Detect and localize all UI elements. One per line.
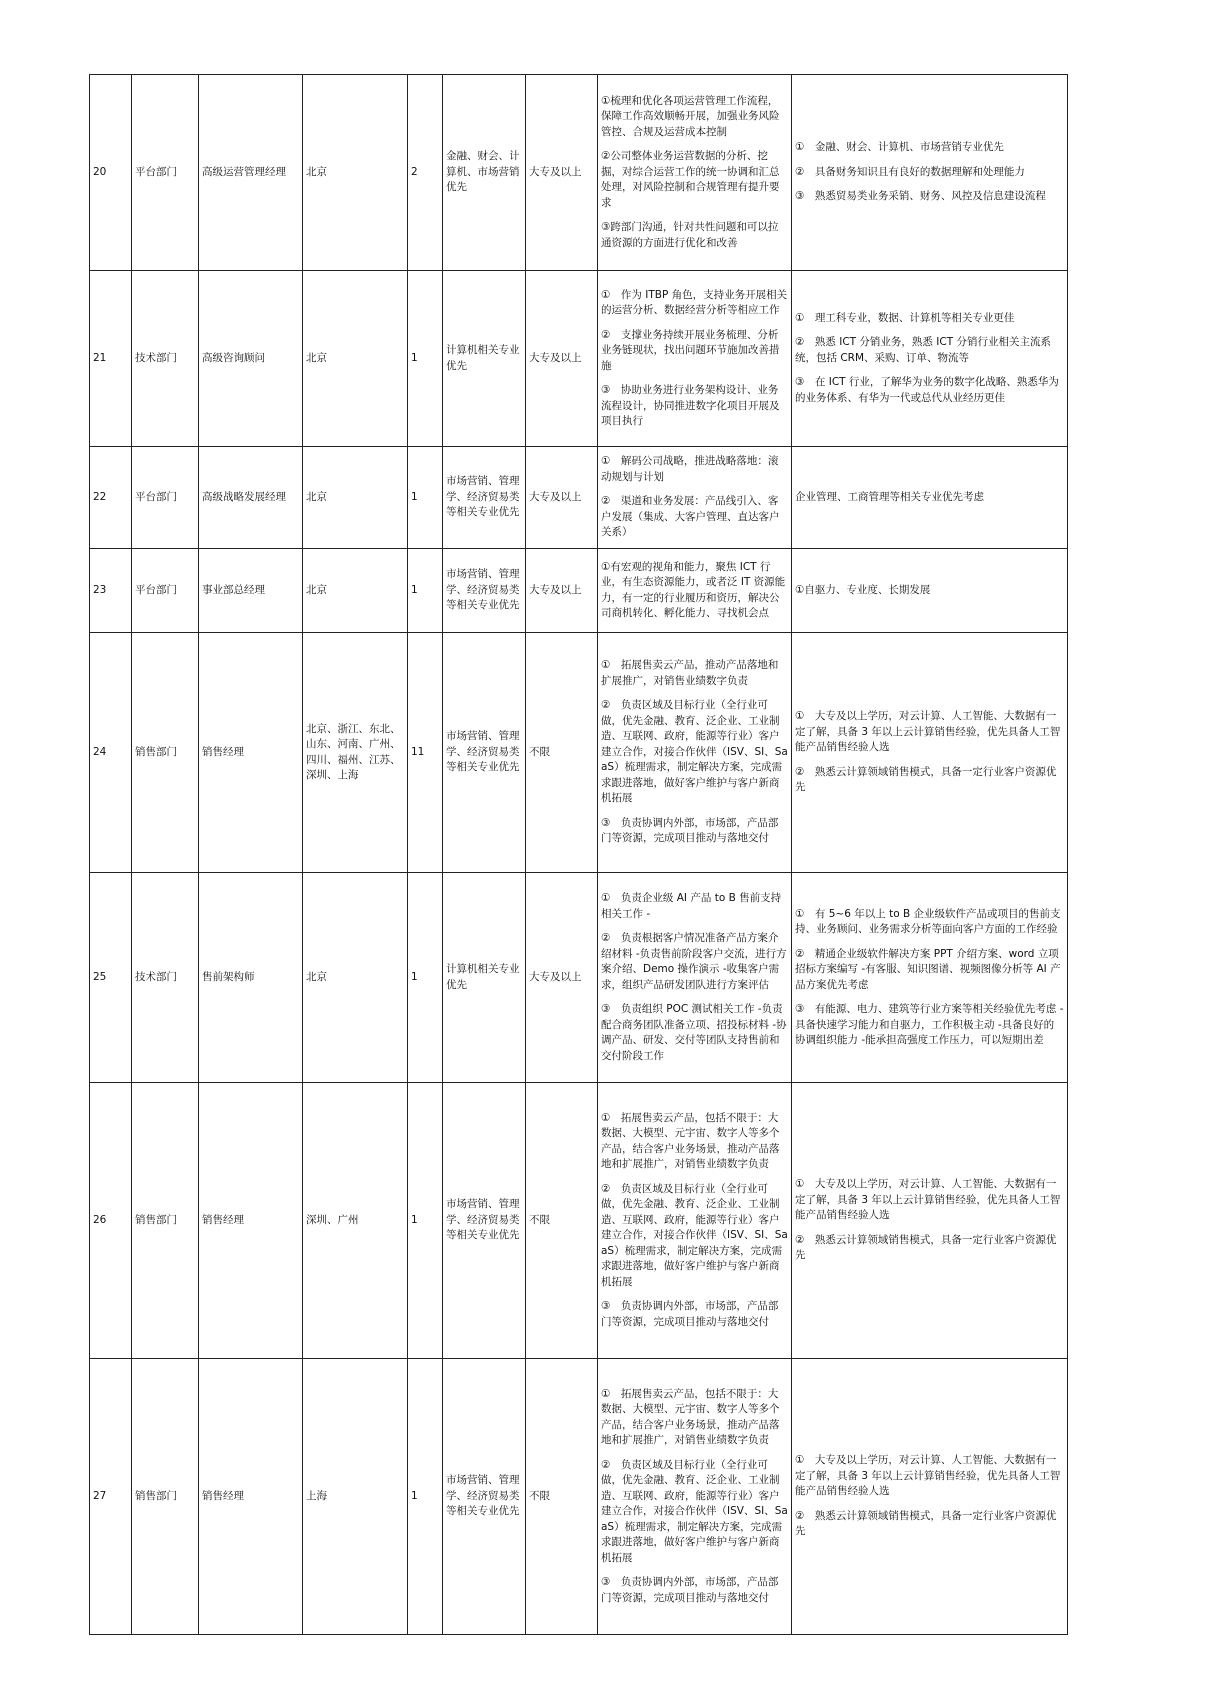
duty-item: ① 拓展售卖云产品，推动产品落地和扩展推广，对销售业绩数字负责 bbox=[601, 659, 779, 687]
location-cell: 北京 bbox=[303, 75, 408, 271]
major-cell: 市场营销、管理学、经济贸易类等相关专业优先 bbox=[443, 447, 526, 549]
education-cell: 不限 bbox=[526, 1359, 598, 1635]
requirements-cell bbox=[792, 873, 1068, 1083]
table-row bbox=[90, 633, 1068, 873]
position-title-cell: 高级运营管理经理 bbox=[199, 75, 303, 271]
department-cell: 销售部门 bbox=[132, 1359, 199, 1635]
requirement-item: ② 熟悉云计算领域销售模式，具备一定行业客户资源优先 bbox=[795, 1509, 1057, 1538]
major-cell: 计算机相关专业优先 bbox=[443, 271, 526, 447]
job-table bbox=[89, 74, 1068, 1635]
duty-item: ② 负责区域及目标行业（全行业可做，优先金融、教育、泛企业、工业制造、互联网、政府，能源等行业）客户建立合作，对接合作伙伴（ISV、SI、SaaS）梳理需求，制定解决方案，完成需求跟进落地，做好客户维护与客户新商机拓展 bbox=[601, 699, 788, 805]
duty-item: ③ 负责协调内外部，市场部，产品部门等资源，完成项目推动与落地交付 bbox=[601, 1576, 779, 1604]
location-cell: 北京 bbox=[303, 549, 408, 633]
duty-item: ① 负责企业级 AI 产品 to B 售前支持相关工作 - bbox=[601, 892, 782, 920]
requirement-item: ① 理工科专业，数据、计算机等相关专业更佳 bbox=[795, 311, 1015, 324]
department-cell: 销售部门 bbox=[132, 633, 199, 873]
duties-cell bbox=[598, 271, 792, 447]
requirements-cell bbox=[792, 1359, 1068, 1635]
location-cell: 北京 bbox=[303, 873, 408, 1083]
requirement-item: ② 熟悉 ICT 分销业务，熟悉 ICT 分销行业相关主流系统，包括 CRM、采购、订单、物流等 bbox=[795, 336, 1051, 364]
requirement-item: ③ 在 ICT 行业，了解华为业务的数字化战略、熟悉华为的业务体系、有华为一代或总代从业经历更佳 bbox=[795, 376, 1059, 404]
requirements-cell bbox=[792, 447, 1068, 549]
education-cell: 大专及以上 bbox=[526, 873, 598, 1083]
duties-cell bbox=[598, 447, 792, 549]
department-cell: 平台部门 bbox=[132, 549, 199, 633]
row-number-cell: 23 bbox=[90, 549, 132, 633]
major-cell: 市场营销、管理学、经济贸易类等相关专业优先 bbox=[443, 1359, 526, 1635]
requirement-item: ① 大专及以上学历，对云计算、人工智能、大数据有一定了解，具备 3 年以上云计算销售经验，优先具备人工智能产品销售经验人选 bbox=[795, 1178, 1061, 1222]
major-cell: 市场营销、管理学、经济贸易类等相关专业优先 bbox=[443, 549, 526, 633]
table-row bbox=[90, 447, 1068, 549]
location-cell: 北京 bbox=[303, 271, 408, 447]
table-row bbox=[90, 75, 1068, 271]
duty-item: ①有宏观的视角和能力，聚焦 ICT 行业，有生态资源能力，或者泛 IT 资源能力，有一定的行业履历和资历，解决公司商机转化、孵化能力、寻找机会点 bbox=[601, 560, 786, 619]
duty-item: ③ 负责协调内外部，市场部，产品部门等资源，完成项目推动与落地交付 bbox=[601, 1300, 779, 1328]
position-title-cell: 销售经理 bbox=[199, 633, 303, 873]
headcount-cell: 2 bbox=[408, 75, 443, 271]
duties-cell bbox=[598, 75, 792, 271]
duty-item: ③跨部门沟通，针对共性问题和可以拉通资源的方面进行优化和改善 bbox=[601, 221, 779, 249]
duty-item: ② 支撑业务持续开展业务梳理、分析业务链现状，找出问题环节施加改善措施 bbox=[601, 328, 780, 372]
department-cell: 平台部门 bbox=[132, 447, 199, 549]
position-title-cell: 高级战略发展经理 bbox=[199, 447, 303, 549]
duty-item: ③ 负责组织 POC 测试相关工作 -负责配合商务团队准备立项、招投标材料 -协调产品、研发、交付等团队支持售前和交付阶段工作 bbox=[601, 1003, 787, 1062]
row-number-cell: 24 bbox=[90, 633, 132, 873]
duty-item: ①梳理和优化各项运营管理工作流程，保障工作高效顺畅开展，加强业务风险管控、合规及运营成本控制 bbox=[601, 94, 780, 138]
row-number-cell: 21 bbox=[90, 271, 132, 447]
position-title-cell: 销售经理 bbox=[199, 1359, 303, 1635]
department-cell: 销售部门 bbox=[132, 1083, 199, 1359]
headcount-cell: 1 bbox=[408, 1359, 443, 1635]
location-cell: 上海 bbox=[303, 1359, 408, 1635]
requirement-item: ③ 熟悉贸易类业务采销、财务、风控及信息建设流程 bbox=[795, 190, 1046, 203]
requirements-cell bbox=[792, 549, 1068, 633]
headcount-cell: 1 bbox=[408, 873, 443, 1083]
duty-item: ① 拓展售卖云产品，包括不限于：大数据、大模型、元宇宙、数字人等多个产品，结合客户业务场景，推动产品落地和扩展推广，对销售业绩数字负责 bbox=[601, 1111, 780, 1171]
requirement-item: ① 大专及以上学历，对云计算、人工智能、大数据有一定了解，具备 3 年以上云计算销售经验，优先具备人工智能产品销售经验人选 bbox=[795, 1454, 1061, 1498]
duties-cell bbox=[598, 873, 792, 1083]
row-number-cell: 26 bbox=[90, 1083, 132, 1359]
requirement-item: ①自驱力、专业度、长期发展 bbox=[795, 583, 931, 596]
requirement-item: ② 精通企业级软件解决方案 PPT 介绍方案、word 立项招标方案编写 -有客服、知识图谱、视频图像分析等 AI 产品方案优先考虑 bbox=[795, 947, 1061, 991]
duties-cell bbox=[598, 1359, 792, 1635]
requirement-item: 企业管理、工商管理等相关专业优先考虑 bbox=[795, 490, 984, 503]
duty-item: ③ 负责协调内外部，市场部，产品部门等资源，完成项目推动与落地交付 bbox=[601, 816, 779, 845]
position-title-cell: 销售经理 bbox=[199, 1083, 303, 1359]
duty-item: ② 负责根据客户情况准备产品方案介绍材料 -负责售前阶段客户交流，进行方案介绍、Demo 操作演示 -收集客户需求，组织产品研发团队进行方案评估 bbox=[601, 932, 787, 991]
duty-item: ① 解码公司战略，推进战略落地：滚动规划与计划 bbox=[601, 455, 779, 483]
requirement-item: ① 有 5~6 年以上 to B 企业级软件产品或项目的售前支持、业务顾问、业务需求分析等面向客户方面的工作经验 bbox=[795, 907, 1061, 935]
education-cell: 大专及以上 bbox=[526, 75, 598, 271]
major-cell: 计算机相关专业优先 bbox=[443, 873, 526, 1083]
row-number-cell: 20 bbox=[90, 75, 132, 271]
requirement-item: ② 熟悉云计算领域销售模式，具备一定行业客户资源优先 bbox=[795, 1233, 1057, 1262]
headcount-cell: 1 bbox=[408, 1083, 443, 1359]
headcount-cell: 11 bbox=[408, 633, 443, 873]
table-row bbox=[90, 1083, 1068, 1359]
major-cell: 金融、财会、计算机、市场营销优先 bbox=[443, 75, 526, 271]
location-cell: 北京 bbox=[303, 447, 408, 549]
education-cell: 不限 bbox=[526, 1083, 598, 1359]
requirements-cell bbox=[792, 75, 1068, 271]
duties-cell bbox=[598, 549, 792, 633]
department-cell: 技术部门 bbox=[132, 271, 199, 447]
job-table-body bbox=[90, 75, 1068, 1635]
requirement-item: ① 大专及以上学历，对云计算、人工智能、大数据有一定了解，具备 3 年以上云计算销售经验，优先具备人工智能产品销售经验人选 bbox=[795, 710, 1061, 754]
table-row bbox=[90, 873, 1068, 1083]
requirement-item: ② 熟悉云计算领域销售模式，具备一定行业客户资源优先 bbox=[795, 765, 1057, 794]
headcount-cell: 1 bbox=[408, 447, 443, 549]
table-row bbox=[90, 549, 1068, 633]
education-cell: 大专及以上 bbox=[526, 271, 598, 447]
row-number-cell: 22 bbox=[90, 447, 132, 549]
headcount-cell: 1 bbox=[408, 271, 443, 447]
duty-item: ① 作为 ITBP 角色，支持业务开展相关的运营分析、数据经营分析等相应工作 bbox=[601, 288, 788, 316]
table-row bbox=[90, 271, 1068, 447]
requirement-item: ① 金融、财会、计算机、市场营销专业优先 bbox=[795, 141, 1004, 154]
duty-item: ③ 协助业务进行业务架构设计、业务流程设计，协同推进数字化项目开展及项目执行 bbox=[601, 384, 780, 427]
requirements-cell bbox=[792, 271, 1068, 447]
row-number-cell: 27 bbox=[90, 1359, 132, 1635]
education-cell: 不限 bbox=[526, 633, 598, 873]
position-title-cell: 售前架构师 bbox=[199, 873, 303, 1083]
position-title-cell: 高级咨询顾问 bbox=[199, 271, 303, 447]
requirements-cell bbox=[792, 633, 1068, 873]
row-number-cell: 25 bbox=[90, 873, 132, 1083]
location-cell: 北京、浙江、东北、山东、河南、广州、四川、福州、江苏、深圳、上海 bbox=[303, 633, 408, 873]
duties-cell bbox=[598, 1083, 792, 1359]
department-cell: 平台部门 bbox=[132, 75, 199, 271]
duty-item: ① 拓展售卖云产品，包括不限于：大数据、大模型、元宇宙、数字人等多个产品，结合客户业务场景，推动产品落地和扩展推广，对销售业绩数字负责 bbox=[601, 1387, 780, 1447]
location-cell: 深圳、广州 bbox=[303, 1083, 408, 1359]
requirements-cell bbox=[792, 1083, 1068, 1359]
major-cell: 市场营销、管理学、经济贸易类等相关专业优先 bbox=[443, 633, 526, 873]
duties-cell bbox=[598, 633, 792, 873]
education-cell: 大专及以上 bbox=[526, 447, 598, 549]
position-title-cell: 事业部总经理 bbox=[199, 549, 303, 633]
table-row bbox=[90, 1359, 1068, 1635]
major-cell: 市场营销、管理学、经济贸易类等相关专业优先 bbox=[443, 1083, 526, 1359]
duty-item: ②公司整体业务运营数据的分析、挖掘，对综合运营工作的统一协调和汇总处理，对风险控制和合规管理有提升要求 bbox=[601, 150, 780, 209]
education-cell: 大专及以上 bbox=[526, 549, 598, 633]
duty-item: ② 渠道和业务发展：产品线引入、客户发展（集成、大客户管理、直达客户关系） bbox=[601, 495, 780, 539]
duty-item: ② 负责区域及目标行业（全行业可做，优先金融、教育、泛企业、工业制造、互联网、政府，能源等行业）客户建立合作，对接合作伙伴（ISV、SI、SaaS）梳理需求，制定解决方案，完成需求跟进落地，做好客户维护与客户新商机拓展 bbox=[601, 1458, 788, 1564]
requirement-item: ② 具备财务知识且有良好的数据理解和处理能力 bbox=[795, 165, 1025, 178]
department-cell: 技术部门 bbox=[132, 873, 199, 1083]
headcount-cell: 1 bbox=[408, 549, 443, 633]
requirement-item: ③ 有能源、电力、建筑等行业方案等相关经验优先考虑 -具备快速学习能力和自驱力，工作积极主动 -具备良好的协调组织能力 -能承担高强度工作压力，可以短期出差 bbox=[795, 1003, 1064, 1046]
duty-item: ② 负责区域及目标行业（全行业可做，优先金融、教育、泛企业、工业制造、互联网、政府，能源等行业）客户建立合作，对接合作伙伴（ISV、SI、SaaS）梳理需求，制定解决方案，完成需求跟进落地，做好客户维护与客户新商机拓展 bbox=[601, 1182, 788, 1288]
